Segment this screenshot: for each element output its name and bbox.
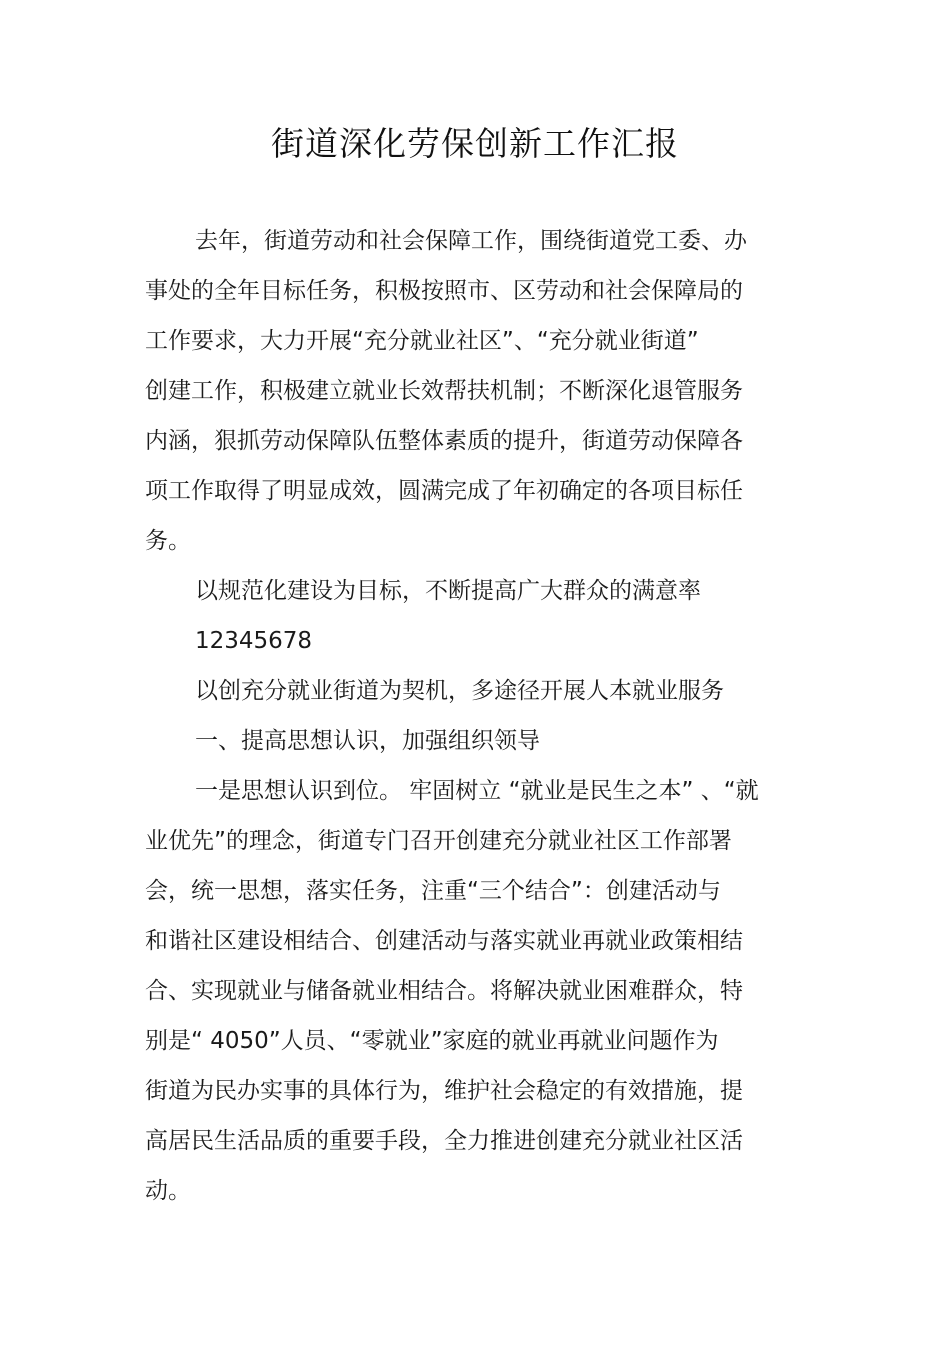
paragraph-line: 务。 [145, 528, 191, 554]
paragraph-line: 街道为民办实事的具体行为，维护社会稳定的有效措施，提 [145, 1078, 743, 1104]
paragraph-line: 事处的全年目标任务，积极按照市、区劳动和社会保障局的 [145, 278, 743, 304]
paragraph-line: 别是“ 4050”人员、“零就业”家庭的就业再就业问题作为 [145, 1028, 719, 1054]
paragraph-line: 一是思想认识到位。 牢固树立 “就业是民生之本” 、“就 [195, 778, 759, 804]
section-heading: 一、提高思想认识，加强组织领导 [195, 728, 540, 754]
paragraph-line: 创建工作，积极建立就业长效帮扶机制；不断深化退管服务 [145, 378, 743, 404]
paragraph-line: 业优先”的理念，街道专门召开创建充分就业社区工作部署 [145, 828, 732, 854]
document-title: 街道深化劳保创新工作汇报 [271, 124, 679, 163]
paragraph-line: 动。 [145, 1178, 191, 1204]
paragraph-line: 合、实现就业与储备就业相结合。将解决就业困难群众，特 [145, 978, 743, 1004]
paragraph-line: 高居民生活品质的重要手段，全力推进创建充分就业社区活 [145, 1128, 743, 1154]
paragraph-line: 会，统一思想，落实任务，注重“三个结合”：创建活动与 [145, 878, 721, 904]
number-line: 12345678 [195, 628, 313, 654]
paragraph-line: 和谐社区建设相结合、创建活动与落实就业再就业政策相结 [145, 928, 743, 954]
paragraph-line: 去年，街道劳动和社会保障工作，围绕街道党工委、办 [195, 228, 747, 254]
paragraph-line: 内涵，狠抓劳动保障队伍整体素质的提升，街道劳动保障各 [145, 428, 743, 454]
paragraph-line: 工作要求，大力开展“充分就业社区”、“充分就业街道” [145, 328, 699, 354]
paragraph-line: 项工作取得了明显成效，圆满完成了年初确定的各项目标任 [145, 478, 743, 504]
section-heading: 以规范化建设为目标，不断提高广大群众的满意率 [195, 578, 701, 604]
section-heading: 以创充分就业街道为契机，多途径开展人本就业服务 [195, 678, 724, 704]
